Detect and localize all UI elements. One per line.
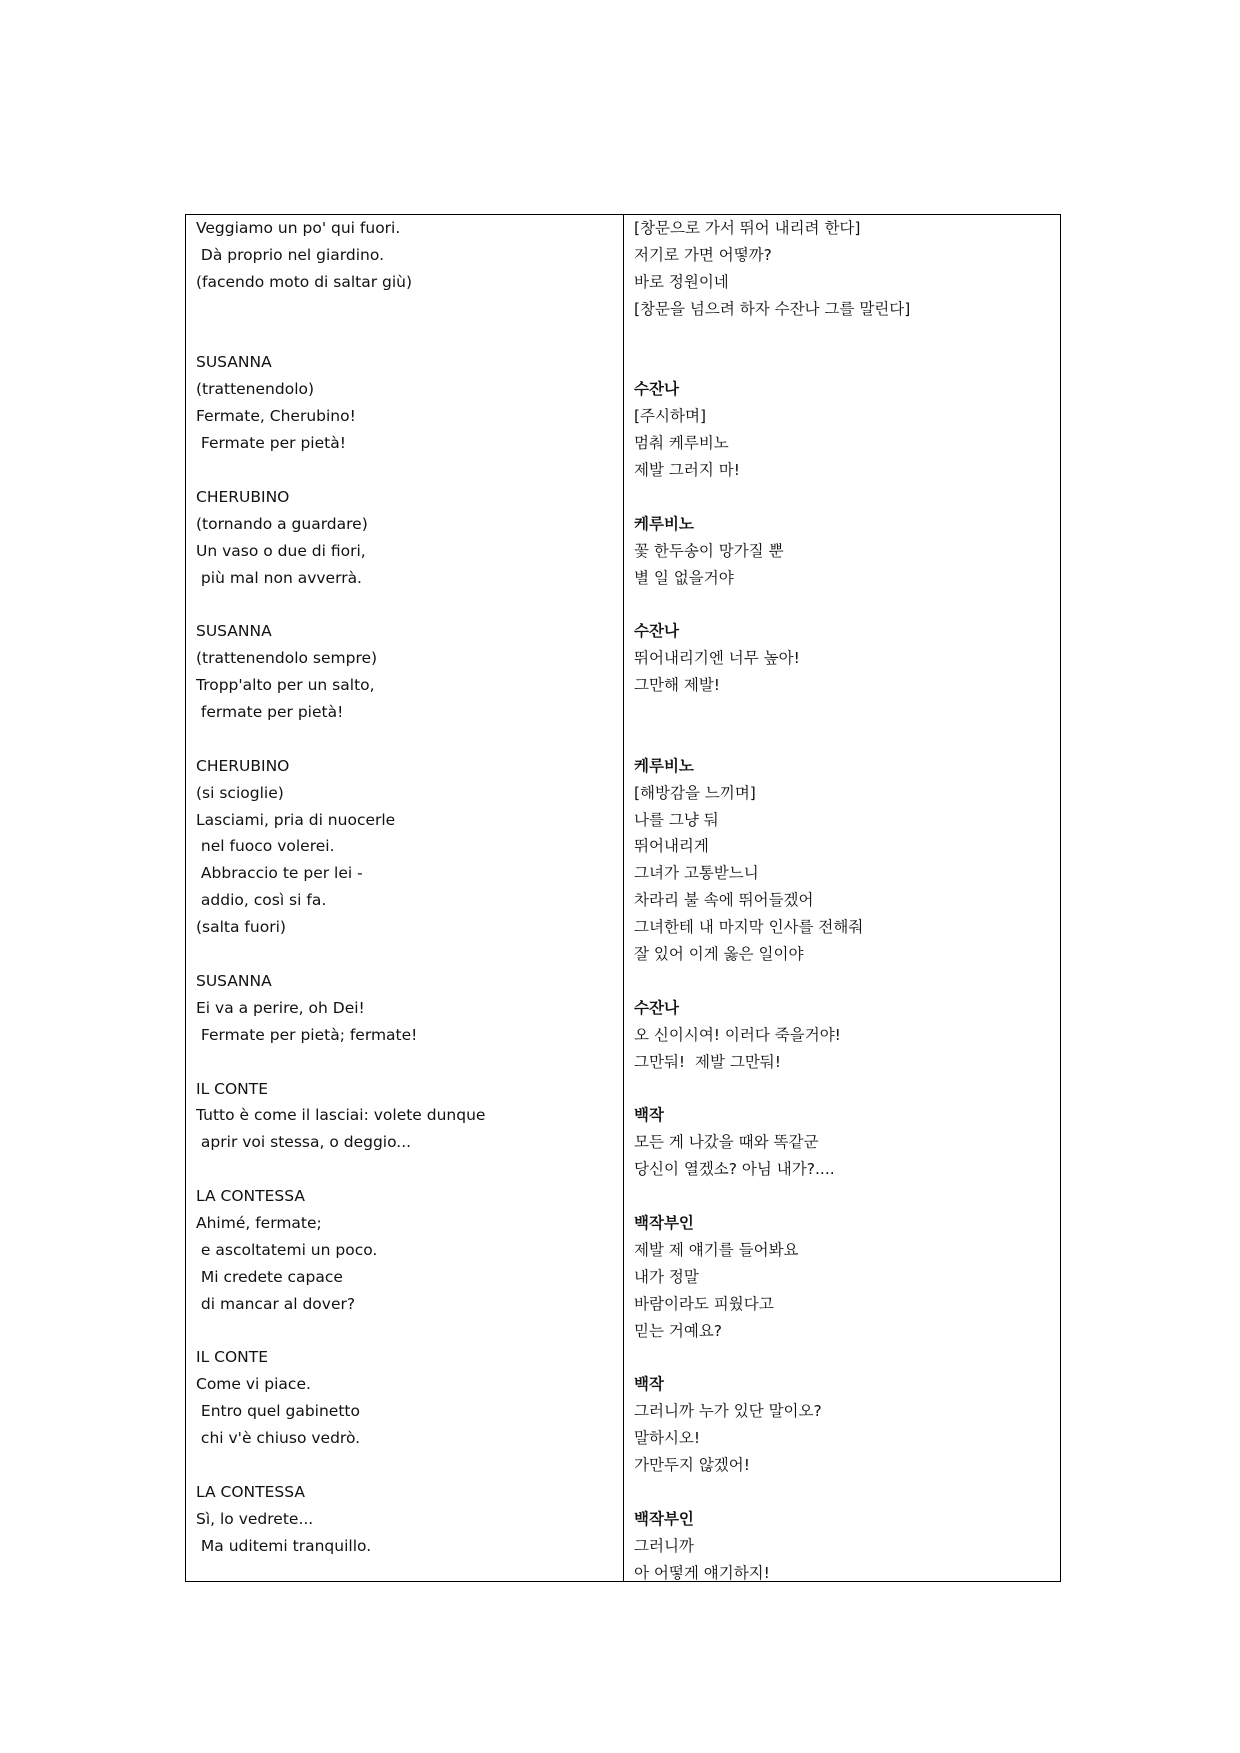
- italian-blank-line: [196, 1049, 613, 1076]
- italian-blank-line: [196, 296, 613, 323]
- korean-blank-line: [634, 1076, 1050, 1103]
- italian-stage-direction: (facendo moto di saltar giù): [196, 272, 413, 291]
- italian-lyric-line: Tutto è come il lasciai: volete dunque: [196, 1106, 486, 1125]
- italian-lyric-line: Fermate per pietà; fermate!: [196, 1025, 418, 1044]
- korean-blank-line: [634, 323, 1050, 350]
- korean-lyric-line: 당신이 열겠소? 아님 내가?....: [634, 1160, 835, 1179]
- italian-lyric-line: Mi credete capace: [196, 1267, 343, 1286]
- korean-blank-line: [634, 484, 1050, 511]
- italian-lyric-line: Fermate per pietà!: [196, 434, 346, 453]
- korean-blank-line: [634, 1183, 1050, 1210]
- italian-blank-line: [196, 457, 613, 484]
- italian-lyric-line: e ascoltatemi un poco.: [196, 1240, 378, 1259]
- italian-blank-line: [196, 726, 613, 753]
- korean-blank-line: [634, 591, 1050, 618]
- italian-lyric-line: Sì, lo vedrete...: [196, 1509, 314, 1528]
- italian-lyric-line: nel fuoco volerei.: [196, 837, 335, 856]
- korean-blank-line: [634, 1479, 1050, 1506]
- italian-stage-direction: (salta fuori): [196, 918, 286, 937]
- korean-lyric-line: 제발 그러지 마!: [634, 461, 740, 480]
- korean-stage-direction: [창문으로 가서 뛰어 내리려 한다]: [634, 219, 861, 237]
- italian-speaker-name: SUSANNA: [196, 971, 272, 990]
- italian-lyric-line: Entro quel gabinetto: [196, 1402, 360, 1421]
- italian-lyric-line: addio, così si fa.: [196, 891, 327, 910]
- italian-lyric-line: aprir voi stessa, o deggio...: [196, 1133, 412, 1152]
- korean-speaker-name: 백작부인: [634, 1509, 694, 1528]
- korean-stage-direction: [해방감을 느끼며]: [634, 783, 756, 802]
- italian-stage-direction: (trattenendolo): [196, 380, 315, 399]
- italian-speaker-name: LA CONTESSA: [196, 1187, 305, 1206]
- korean-lyric-line: 뛰어내리기엔 너무 높아!: [634, 649, 800, 668]
- italian-speaker-name: CHERUBINO: [196, 487, 290, 506]
- italian-column: [186, 215, 624, 1581]
- korean-column: [624, 215, 1060, 1581]
- italian-lyric-line: Abbraccio te per lei -: [196, 864, 363, 883]
- korean-stage-direction: [주시하며]: [634, 407, 706, 426]
- korean-lyric-line: 내가 정말: [634, 1267, 699, 1286]
- italian-lyric-line: chi v'è chiuso vedrò.: [196, 1429, 361, 1448]
- italian-blank-line: [196, 1452, 613, 1479]
- korean-speaker-name: 케루비노: [634, 514, 694, 533]
- korean-lyric-line: 그녀한테 내 마지막 인사를 전해줘: [634, 918, 864, 937]
- korean-lyric-line: 그만둬! 제발 그만둬!: [634, 1052, 781, 1071]
- italian-stage-direction: (tornando a guardare): [196, 514, 368, 533]
- korean-speaker-name: 케루비노: [634, 756, 694, 775]
- korean-blank-line: [634, 349, 1050, 376]
- korean-lyric-line: 제발 제 얘기를 들어봐요: [634, 1240, 799, 1259]
- korean-lyric-line: 바람이라도 피웠다고: [634, 1294, 774, 1313]
- korean-speaker-name: 수잔나: [634, 998, 679, 1017]
- korean-lyric-line: 그러니까: [634, 1536, 694, 1555]
- korean-lyric-line: 믿는 거예요?: [634, 1321, 723, 1340]
- italian-lyric-line: Dà proprio nel giardino.: [196, 245, 385, 264]
- italian-lyric-line: Tropp'alto per un salto,: [196, 676, 375, 695]
- korean-lyric-line: 그녀가 고통받느니: [634, 864, 759, 883]
- korean-lyric-line: 나를 그냥 둬: [634, 810, 719, 829]
- italian-lyric-line: fermate per pietà!: [196, 703, 344, 722]
- italian-stage-direction: (si scioglie): [196, 783, 284, 802]
- korean-lyric-line: 꽃 한두송이 망가질 뿐: [634, 541, 784, 560]
- italian-lyric-line: Fermate, Cherubino!: [196, 407, 356, 426]
- italian-speaker-name: IL CONTE: [196, 1348, 269, 1367]
- italian-lyric-line: più mal non avverrà.: [196, 568, 362, 587]
- korean-lyric-line: 멈춰 케루비노: [634, 434, 729, 453]
- italian-blank-line: [196, 591, 613, 618]
- korean-stage-direction: [창문을 넘으려 하자 수잔나 그를 말린다]: [634, 299, 911, 318]
- korean-lyric-line: 잘 있어 이게 옳은 일이야: [634, 945, 804, 964]
- italian-speaker-name: LA CONTESSA: [196, 1482, 305, 1501]
- italian-blank-line: [196, 323, 613, 350]
- libretto-table: [185, 214, 1061, 1582]
- korean-lyric-line: 그러니까 누가 있단 말이오?: [634, 1402, 822, 1421]
- korean-lyric-line: 별 일 없을거야: [634, 568, 734, 587]
- italian-lyric-line: Un vaso o due di fiori,: [196, 541, 366, 560]
- korean-lyric-line: 가만두지 않겠어!: [634, 1455, 750, 1474]
- italian-lyric-line: Ahimé, fermate;: [196, 1213, 322, 1232]
- italian-speaker-name: SUSANNA: [196, 622, 272, 641]
- korean-blank-line: [634, 726, 1050, 753]
- italian-lyric-line: Lasciami, pria di nuocerle: [196, 810, 396, 829]
- korean-blank-line: [634, 968, 1050, 995]
- korean-lyric-line: 그만해 제발!: [634, 676, 721, 695]
- korean-speaker-name: 백작부인: [634, 1213, 694, 1232]
- korean-speaker-name: 수잔나: [634, 380, 679, 399]
- italian-speaker-name: IL CONTE: [196, 1079, 269, 1098]
- korean-lyric-line: 말하시오!: [634, 1429, 701, 1448]
- italian-lyric-line: Come vi piace.: [196, 1375, 311, 1394]
- korean-lyric-line: 차라리 불 속에 뛰어들겠어: [634, 891, 814, 910]
- korean-speaker-name: 수잔나: [634, 622, 679, 641]
- italian-lyric-line: di mancar al dover?: [196, 1294, 356, 1313]
- korean-lyric-line: 오 신이시여! 이러다 죽을거야!: [634, 1025, 841, 1044]
- korean-speaker-name: 백작: [634, 1375, 664, 1394]
- italian-lyric-line: Ma uditemi tranquillo.: [196, 1536, 372, 1555]
- italian-speaker-name: SUSANNA: [196, 353, 272, 372]
- korean-lyric-line: 저기로 가면 어떻까?: [634, 245, 772, 264]
- italian-lyric-line: Veggiamo un po' qui fuori.: [196, 219, 401, 237]
- italian-blank-line: [196, 1318, 613, 1345]
- korean-lyric-line: 모든 게 나갔을 때와 똑같군: [634, 1133, 819, 1152]
- korean-blank-line: [634, 699, 1050, 726]
- korean-lyric-line: 바로 정원이네: [634, 272, 729, 291]
- italian-stage-direction: (trattenendolo sempre): [196, 649, 378, 668]
- korean-blank-line: [634, 1344, 1050, 1371]
- korean-lyric-line: 뛰어내리게: [634, 837, 709, 856]
- italian-lyric-line: Ei va a perire, oh Dei!: [196, 998, 365, 1017]
- italian-blank-line: [196, 941, 613, 968]
- italian-blank-line: [196, 1156, 613, 1183]
- korean-lyric-line: 아 어떻게 얘기하지!: [634, 1563, 770, 1582]
- korean-speaker-name: 백작: [634, 1106, 664, 1125]
- italian-speaker-name: CHERUBINO: [196, 756, 290, 775]
